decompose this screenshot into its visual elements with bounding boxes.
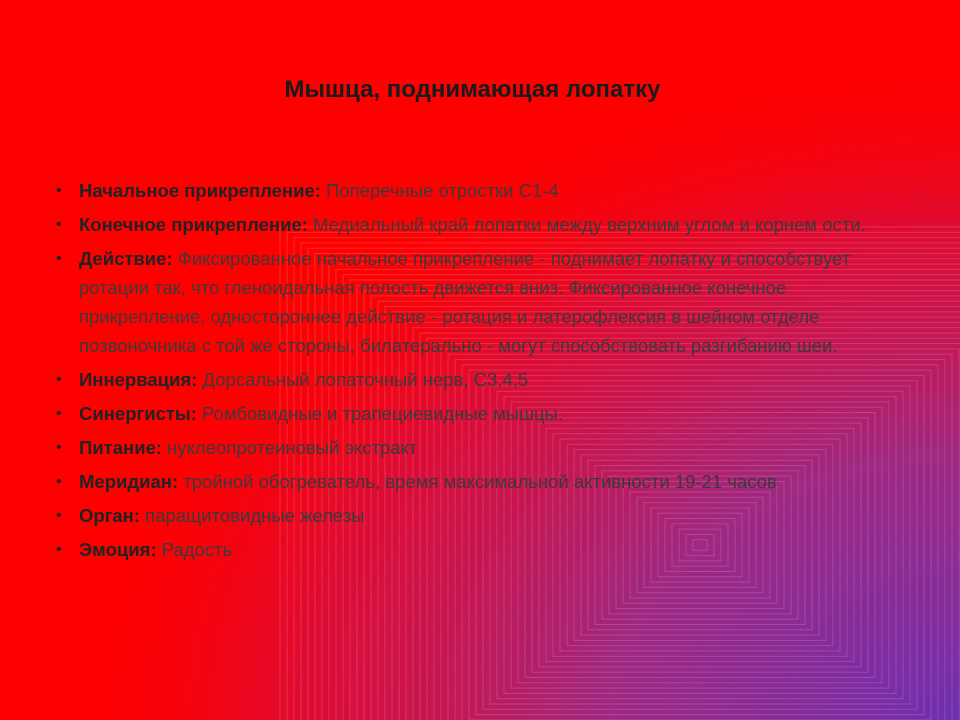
item-label: Орган: (79, 505, 141, 526)
bullet-icon: • (56, 541, 62, 558)
item-label: Меридиан: (79, 471, 179, 492)
bullet-icon: • (56, 507, 62, 524)
list-item (56, 501, 906, 530)
item-text: паращитовидные железы (140, 505, 365, 526)
bullet-icon: • (56, 216, 62, 233)
item-text: Медиальный край лопатки между верхним углом и корнем ости. (307, 214, 866, 235)
item-text: Дорсальный лопаточный нерв, С3,4,5 (197, 369, 529, 390)
item-text: нуклеопротеиновый экстракт (162, 437, 418, 458)
list-item (56, 399, 906, 428)
item-text: Фиксированное начальное прикрепление - поднимает лопатку и способствует ротации так, что гленоидальная полость движется вниз. Фиксированное конечное прикрепление, одностороннее действие - ротация и латерофлексия в шейном отделе позвоночника с той же стороны, билатерально - могут способствовать разгибанию шеи. (79, 248, 851, 356)
item-text: Поперечные отростки С1-4 (320, 180, 559, 201)
list-item (56, 176, 906, 205)
item-label: Начальное прикрепление: (79, 180, 321, 201)
item-label: Питание: (79, 437, 163, 458)
list-item (56, 365, 906, 394)
bullet-icon: • (56, 182, 62, 199)
bullet-icon: • (56, 439, 62, 456)
item-label: Действие: (79, 248, 173, 269)
slide-title: Мышца, поднимающая лопатку (284, 76, 661, 103)
list-item (56, 210, 906, 239)
list-item (56, 535, 906, 564)
bullet-icon: • (56, 473, 62, 490)
item-label: Конечное прикрепление: (79, 214, 308, 235)
list-item (56, 467, 906, 496)
list-item (56, 433, 906, 462)
bullet-icon: • (56, 405, 62, 422)
item-text: Ромбовидные и трапециевидные мышцы. (196, 403, 563, 424)
item-label: Синергисты: (79, 403, 197, 424)
item-text: Радость (156, 539, 233, 560)
item-text: тройной обогреватель, время максимальной активности 19-21 часов (178, 471, 777, 492)
bullet-list (56, 176, 906, 569)
item-label: Эмоция: (79, 539, 157, 560)
bullet-icon: • (56, 250, 62, 267)
list-item (56, 244, 906, 360)
bullet-icon: • (56, 371, 62, 388)
item-label: Иннервация: (79, 369, 198, 390)
